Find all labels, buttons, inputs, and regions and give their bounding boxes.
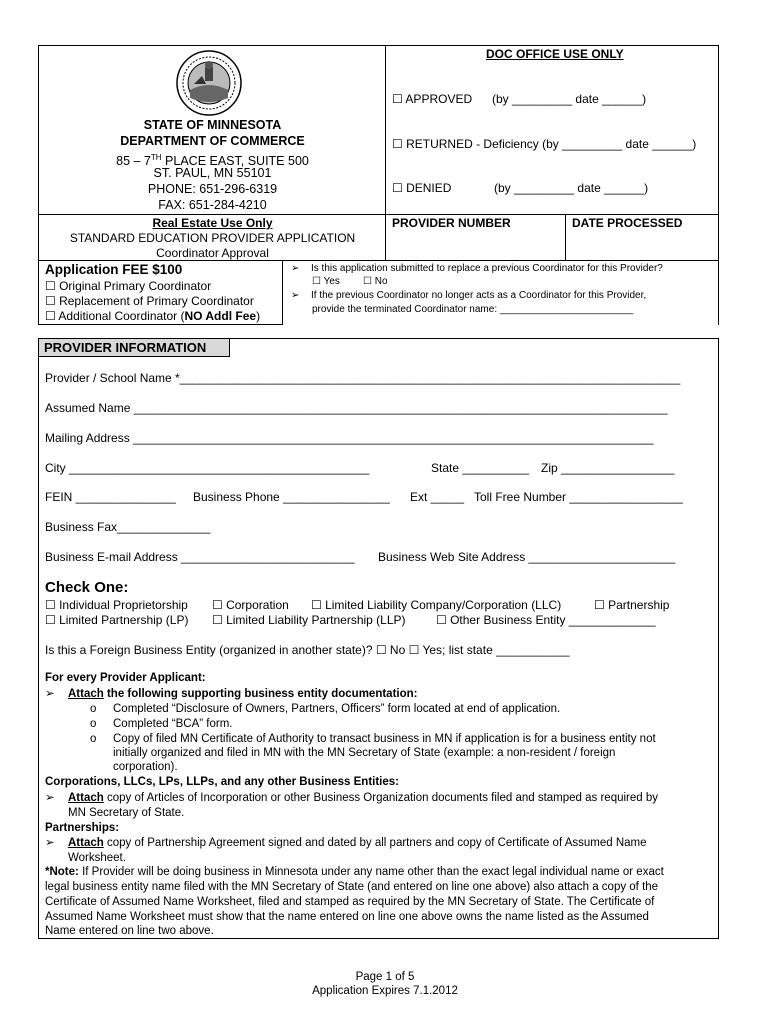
req-certificate-1: Copy of filed MN Certificate of Authority to transact business in MN if application is for a business entity not	[113, 733, 656, 745]
list-bullet: o	[90, 703, 97, 715]
frame-vline-date	[565, 214, 566, 260]
form-title: STANDARD EDUCATION PROVIDER APPLICATION	[69, 231, 356, 245]
attach-word: Attach	[68, 688, 104, 700]
entity-partnership[interactable]: ☐ Partnership	[594, 598, 670, 612]
agency-dept: DEPARTMENT OF COMMERCE	[120, 134, 305, 148]
agency-phone: PHONE: 651-296-6319	[147, 182, 278, 196]
attach-rest: the following supporting business entity documentation:	[103, 688, 418, 700]
req-disclosure: Completed “Disclosure of Owners, Partners, Officers” form located at end of application.	[113, 703, 561, 715]
arrow-bullet-icon: ➢	[45, 792, 55, 804]
entity-individual[interactable]: ☐ Individual Proprietorship	[45, 598, 188, 612]
ext-field[interactable]: Ext _____	[410, 490, 465, 504]
note-line-3: Certificate of Assumed Name Worksheet, filed and stamped as required by the MN Secretary of State. The Certificate of	[45, 896, 655, 908]
business-web-field[interactable]: Business Web Site Address ______________________	[378, 550, 676, 564]
replace-q1	[291, 263, 663, 274]
entity-lp[interactable]: ☐ Limited Partnership (LP)	[45, 613, 189, 627]
state-seal-logo	[176, 50, 242, 116]
attach-line	[45, 686, 417, 700]
attach-word: Attach	[68, 837, 104, 849]
opt3-bold: NO Addl Fee	[184, 309, 257, 323]
partnerships-attach-2: Worksheet.	[68, 852, 126, 864]
office-denied[interactable]: ☐ DENIED	[392, 181, 452, 195]
replace-yes[interactable]: ☐ Yes	[312, 276, 340, 287]
replace-q2-text: If the previous Coordinator no longer acts as a Coordinator for this Provider,	[311, 290, 647, 301]
fee-opt-additional[interactable]	[45, 309, 260, 323]
note-line-5: Name entered on line two above.	[45, 925, 214, 937]
addr-post: PLACE EAST, SUITE 500	[161, 154, 309, 169]
fee-title: Application FEE $100	[45, 262, 183, 277]
replace-no[interactable]: ☐ No	[363, 276, 388, 287]
req-certificate-3: corporation).	[113, 761, 178, 773]
opt3-pre: ☐ Additional Coordinator (	[45, 309, 185, 323]
arrow-bullet-icon: ➢	[291, 290, 300, 301]
replace-q2	[291, 290, 646, 301]
check-one-heading: Check One:	[45, 579, 129, 596]
corps-attach-rest: copy of Articles of Incorporation or other Business Organization documents filed and stamped as required by	[103, 792, 658, 804]
fee-opt-replacement[interactable]: ☐ Replacement of Primary Coordinator	[45, 294, 254, 308]
fein-field[interactable]: FEIN _______________	[45, 490, 176, 504]
arrow-bullet-icon: ➢	[291, 263, 300, 274]
form-subtitle: Coordinator Approval	[156, 246, 269, 260]
toll-free-field[interactable]: Toll Free Number _________________	[474, 490, 683, 504]
entity-llc[interactable]: ☐ Limited Liability Company/Corporation (LLC)	[311, 598, 562, 612]
office-denied-by: (by _________ date ______)	[494, 181, 649, 195]
attach-word: Attach	[68, 792, 104, 804]
entity-corporation[interactable]: ☐ Corporation	[212, 598, 289, 612]
note-line-4: Assumed Name Worksheet must show that the name entered on line one above owns the name listed as the Assumed	[45, 911, 649, 923]
provider-heading: PROVIDER INFORMATION	[44, 340, 207, 355]
addr-pre: 85 – 7	[116, 154, 151, 169]
arrow-bullet-icon: ➢	[45, 688, 55, 700]
business-phone-field[interactable]: Business Phone ________________	[193, 490, 390, 504]
corps-attach	[45, 791, 658, 806]
frame-right	[718, 45, 719, 325]
partnerships-attach-rest: copy of Partnership Agreement signed and dated by all partners and copy of Certificate of Assumed Name	[103, 837, 647, 849]
agency-fax: FAX: 651-284-4210	[158, 198, 267, 212]
partnerships-heading: Partnerships:	[45, 822, 120, 834]
note-label: *Note:	[45, 866, 79, 878]
form-use: Real Estate Use Only	[152, 216, 273, 230]
fee-box-right	[282, 260, 283, 325]
provider-name-field[interactable]: Provider / School Name *___________________________________________________________________________	[45, 371, 681, 385]
frame-top	[38, 45, 718, 46]
entity-other[interactable]: ☐ Other Business Entity _____________	[436, 613, 656, 627]
date-processed-label: DATE PROCESSED	[572, 216, 683, 230]
main-box-left	[38, 338, 39, 939]
arrow-bullet-icon: ➢	[45, 837, 55, 849]
main-box-right	[718, 338, 719, 939]
frame-vertical-mid	[385, 45, 386, 260]
corps-heading: Corporations, LLCs, LPs, LLPs, and any other Business Entities:	[45, 776, 400, 788]
office-title: DOC OFFICE USE ONLY	[486, 47, 624, 61]
assumed-name-field[interactable]: Assumed Name ________________________________________________________________________________	[45, 401, 668, 415]
business-email-field[interactable]: Business E-mail Address __________________________	[45, 550, 355, 564]
state-field[interactable]: State __________	[431, 461, 530, 475]
frame-hline-1	[38, 214, 718, 215]
agency-city: ST. PAUL, MN 55101	[153, 166, 272, 180]
expiration: Application Expires 7.1.2012	[312, 985, 458, 997]
req-bca: Completed “BCA” form.	[113, 718, 233, 730]
zip-field[interactable]: Zip _________________	[541, 461, 675, 475]
list-bullet: o	[90, 733, 97, 745]
fee-box-bottom	[38, 324, 283, 325]
fee-opt-original[interactable]: ☐ Original Primary Coordinator	[45, 279, 212, 293]
page-number: Page 1 of 5	[355, 971, 415, 983]
list-bullet: o	[90, 718, 97, 730]
city-field[interactable]: City _____________________________________________	[45, 461, 370, 475]
foreign-entity-question[interactable]: Is this a Foreign Business Entity (organized in another state)? ☐ No ☐ Yes; list state ___________	[45, 643, 570, 657]
note-text-1: If Provider will be doing business in Minnesota under any name other than the exact legal individual name or exact	[78, 866, 664, 878]
addr-sup: TH	[150, 153, 162, 162]
mailing-address-field[interactable]: Mailing Address ______________________________________________________________________________	[45, 431, 654, 445]
business-fax-field[interactable]: Business Fax______________	[45, 520, 211, 534]
corps-attach-2: MN Secretary of State.	[68, 807, 185, 819]
provider-number-label: PROVIDER NUMBER	[392, 216, 511, 230]
note-line-2: legal business entity name filed with the MN Secretary of State (and entered on line one above) also attach a copy of the	[45, 881, 659, 893]
office-approved[interactable]: ☐ APPROVED	[392, 92, 473, 106]
office-approved-by: (by _________ date ______)	[492, 92, 647, 106]
entity-llp[interactable]: ☐ Limited Liability Partnership (LLP)	[212, 613, 406, 627]
partnerships-attach	[45, 836, 647, 851]
note-line-1	[45, 865, 664, 880]
frame-left	[38, 45, 39, 325]
opt3-post: )	[256, 309, 261, 323]
office-returned[interactable]: ☐ RETURNED - Deficiency (by _________ date ______)	[392, 137, 697, 151]
replace-q1-text: Is this application submitted to replace a previous Coordinator for this Provider?	[311, 263, 663, 274]
every-applicant-heading: For every Provider Applicant:	[45, 672, 206, 684]
agency-state: STATE OF MINNESOTA	[143, 118, 282, 132]
replace-q2-name[interactable]: provide the terminated Coordinator name: ________________________	[312, 304, 634, 315]
req-certificate-2: initially organized and filed in MN with the MN Secretary of State (example: a non-resident / foreign	[113, 747, 616, 759]
